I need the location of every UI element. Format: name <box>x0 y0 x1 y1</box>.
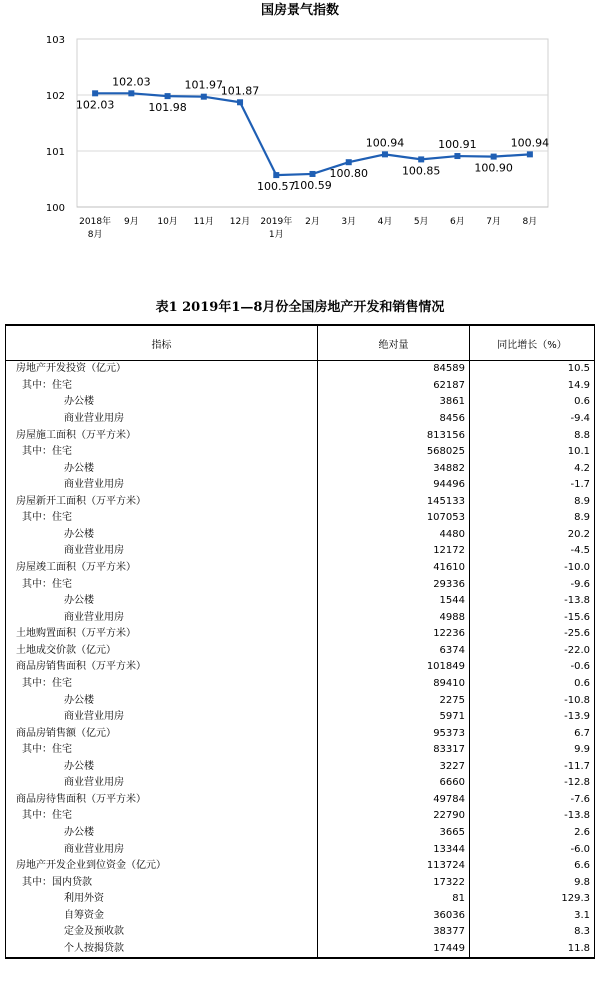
row-growth-value: 129.3 <box>470 891 595 908</box>
table-row <box>6 709 595 726</box>
table-row <box>6 676 595 693</box>
row-growth-value: 9.9 <box>470 742 595 759</box>
row-absolute-value: 36036 <box>318 908 470 925</box>
row-indicator: 商品房待售面积（万平方米） <box>6 792 318 809</box>
row-indicator: 房屋施工面积（万平方米） <box>6 427 318 444</box>
row-growth-value: 10.1 <box>470 444 595 461</box>
row-growth-value: -9.4 <box>470 411 595 428</box>
table-row <box>6 609 595 626</box>
data-point <box>92 90 98 96</box>
row-indicator: 定金及预收款 <box>6 924 318 941</box>
row-growth-value: -11.7 <box>470 759 595 776</box>
table-row <box>6 858 595 875</box>
y-tick-label: 102 <box>45 91 65 102</box>
table-row <box>6 576 595 593</box>
table-row <box>6 593 595 610</box>
row-absolute-value: 813156 <box>318 427 470 444</box>
row-growth-value: 3.1 <box>470 908 595 925</box>
row-absolute-value: 81 <box>318 891 470 908</box>
table-row <box>6 527 595 544</box>
row-growth-value: 0.6 <box>470 394 595 411</box>
x-tick-label: 12月 <box>229 217 251 227</box>
data-label: 102.03 <box>75 98 115 112</box>
table-row <box>6 908 595 925</box>
x-tick-label: 8月 <box>87 230 103 240</box>
header-indicator: 指标 <box>6 325 318 361</box>
row-indicator: 办公楼 <box>6 692 318 709</box>
x-tick-label: 9月 <box>123 217 139 227</box>
row-growth-value: -13.8 <box>470 808 595 825</box>
row-indicator: 商品房销售额（亿元） <box>6 725 318 742</box>
row-absolute-value: 113724 <box>318 858 470 875</box>
data-label: 102.03 <box>112 75 151 89</box>
data-label: 100.94 <box>365 136 405 150</box>
row-indicator: 其中：住宅 <box>6 676 318 693</box>
data-label: 100.85 <box>401 164 441 178</box>
x-tick-label: 2019年 <box>260 217 293 227</box>
table-row <box>6 808 595 825</box>
data-label: 101.98 <box>148 101 187 115</box>
row-absolute-value: 13344 <box>318 841 470 858</box>
data-point <box>527 151 533 157</box>
x-tick-label: 4月 <box>377 217 393 227</box>
row-absolute-value: 22790 <box>318 808 470 825</box>
table-row <box>6 742 595 759</box>
table-title: 表1 2019年1—8月份全国房地产开发和销售情况 <box>155 300 445 315</box>
row-growth-value: -4.5 <box>470 543 595 560</box>
table-row <box>6 874 595 891</box>
table-row <box>6 759 595 776</box>
table-row <box>6 725 595 742</box>
row-indicator: 办公楼 <box>6 593 318 610</box>
row-growth-value: -12.8 <box>470 775 595 792</box>
table-row <box>6 792 595 809</box>
row-growth-value: -10.0 <box>470 560 595 577</box>
row-indicator: 其中：住宅 <box>6 510 318 527</box>
chart-svg <box>0 0 600 255</box>
row-growth-value: 4.2 <box>470 460 595 477</box>
table-row <box>6 626 595 643</box>
row-absolute-value: 1544 <box>318 593 470 610</box>
row-growth-value: 9.8 <box>470 874 595 891</box>
data-point <box>491 154 497 160</box>
y-tick-label: 103 <box>45 35 65 46</box>
row-absolute-value: 41610 <box>318 560 470 577</box>
x-tick-label: 3月 <box>341 217 357 227</box>
row-growth-value: -6.0 <box>470 841 595 858</box>
x-tick-label: 1月 <box>268 230 284 240</box>
index-chart <box>0 0 600 255</box>
row-indicator: 其中：住宅 <box>6 378 318 395</box>
row-indicator: 房地产开发企业到位资金（亿元） <box>6 858 318 875</box>
x-tick-label: 2018年 <box>79 217 112 227</box>
row-absolute-value: 4480 <box>318 527 470 544</box>
x-tick-label: 7月 <box>486 217 502 227</box>
data-point <box>201 94 207 100</box>
row-absolute-value: 84589 <box>318 361 470 378</box>
row-absolute-value: 568025 <box>318 444 470 461</box>
row-growth-value: 8.9 <box>470 510 595 527</box>
row-absolute-value: 5971 <box>318 709 470 726</box>
table-row <box>6 924 595 941</box>
row-growth-value: -10.8 <box>470 692 595 709</box>
row-growth-value: 8.9 <box>470 494 595 511</box>
row-absolute-value: 145133 <box>318 494 470 511</box>
y-tick-label: 101 <box>45 147 65 158</box>
data-point <box>165 93 171 99</box>
row-absolute-value: 89410 <box>318 676 470 693</box>
table-row <box>6 659 595 676</box>
row-absolute-value: 2275 <box>318 692 470 709</box>
row-growth-value: 14.9 <box>470 378 595 395</box>
row-growth-value: 8.8 <box>470 427 595 444</box>
table-body <box>6 361 595 959</box>
row-absolute-value: 3665 <box>318 825 470 842</box>
row-indicator: 商品房销售面积（万平方米） <box>6 659 318 676</box>
row-absolute-value: 3861 <box>318 394 470 411</box>
table-row <box>6 941 595 959</box>
row-growth-value: 20.2 <box>470 527 595 544</box>
row-indicator: 商业营业用房 <box>6 543 318 560</box>
table-row <box>6 444 595 461</box>
table-row <box>6 378 595 395</box>
row-indicator: 利用外资 <box>6 891 318 908</box>
row-absolute-value: 6660 <box>318 775 470 792</box>
x-tick-label: 8月 <box>522 217 538 227</box>
data-label: 100.59 <box>293 178 332 192</box>
row-absolute-value: 34882 <box>318 460 470 477</box>
table-row <box>6 560 595 577</box>
row-indicator: 办公楼 <box>6 825 318 842</box>
table-row <box>6 394 595 411</box>
data-point <box>346 159 352 165</box>
row-growth-value: 10.5 <box>470 361 595 378</box>
row-indicator: 办公楼 <box>6 394 318 411</box>
row-growth-value: -9.6 <box>470 576 595 593</box>
data-label: 101.97 <box>184 78 224 92</box>
row-indicator: 土地成交价款（亿元） <box>6 643 318 660</box>
row-absolute-value: 94496 <box>318 477 470 494</box>
data-point <box>273 172 279 178</box>
row-absolute-value: 12172 <box>318 543 470 560</box>
row-indicator: 办公楼 <box>6 759 318 776</box>
data-label: 100.80 <box>329 167 368 181</box>
data-point <box>382 151 388 157</box>
table-header-row <box>6 325 595 361</box>
x-tick-label: 6月 <box>450 217 465 227</box>
row-growth-value: 8.3 <box>470 924 595 941</box>
data-point <box>237 99 243 105</box>
table-row <box>6 477 595 494</box>
row-growth-value: -7.6 <box>470 792 595 809</box>
x-tick-label: 5月 <box>413 217 429 227</box>
row-indicator: 商业营业用房 <box>6 609 318 626</box>
row-indicator: 其中：国内贷款 <box>6 874 318 891</box>
data-table <box>5 324 595 959</box>
data-label: 100.90 <box>474 161 513 175</box>
row-indicator: 商业营业用房 <box>6 477 318 494</box>
row-growth-value: -1.7 <box>470 477 595 494</box>
row-growth-value: 2.6 <box>470 825 595 842</box>
data-label: 100.91 <box>438 138 477 152</box>
row-indicator: 自筹资金 <box>6 908 318 925</box>
row-absolute-value: 29336 <box>318 576 470 593</box>
row-absolute-value: 49784 <box>318 792 470 809</box>
row-indicator: 办公楼 <box>6 527 318 544</box>
row-indicator: 商业营业用房 <box>6 411 318 428</box>
row-absolute-value: 6374 <box>318 643 470 660</box>
row-absolute-value: 4988 <box>318 609 470 626</box>
row-absolute-value: 107053 <box>318 510 470 527</box>
row-absolute-value: 101849 <box>318 659 470 676</box>
row-absolute-value: 83317 <box>318 742 470 759</box>
x-tick-label: 2月 <box>305 217 320 227</box>
table-row <box>6 775 595 792</box>
row-absolute-value: 17322 <box>318 874 470 891</box>
data-label: 101.87 <box>220 84 260 98</box>
row-indicator: 其中：住宅 <box>6 576 318 593</box>
table-row <box>6 692 595 709</box>
table-row <box>6 543 595 560</box>
row-growth-value: 6.6 <box>470 858 595 875</box>
header-growth: 同比增长（%） <box>470 325 595 361</box>
table-row <box>6 361 595 378</box>
row-indicator: 其中：住宅 <box>6 444 318 461</box>
row-indicator: 土地购置面积（万平方米） <box>6 626 318 643</box>
row-indicator: 房屋竣工面积（万平方米） <box>6 560 318 577</box>
row-indicator: 商业营业用房 <box>6 775 318 792</box>
row-absolute-value: 38377 <box>318 924 470 941</box>
row-absolute-value: 3227 <box>318 759 470 776</box>
data-point <box>454 153 460 159</box>
data-label: 100.94 <box>510 136 550 150</box>
row-indicator: 其中：住宅 <box>6 808 318 825</box>
row-absolute-value: 8456 <box>318 411 470 428</box>
row-indicator: 商业营业用房 <box>6 709 318 726</box>
table-row <box>6 494 595 511</box>
table-row <box>6 411 595 428</box>
table-row <box>6 643 595 660</box>
data-point <box>128 90 134 96</box>
table-row <box>6 460 595 477</box>
y-tick-label: 100 <box>45 203 65 214</box>
row-indicator: 房地产开发投资（亿元） <box>6 361 318 378</box>
data-point <box>310 171 316 177</box>
row-indicator: 房屋新开工面积（万平方米） <box>6 494 318 511</box>
data-label: 100.57 <box>257 180 296 194</box>
table-row <box>6 825 595 842</box>
chart-title: 国房景气指数 <box>260 3 340 18</box>
row-absolute-value: 12236 <box>318 626 470 643</box>
row-growth-value: 11.8 <box>470 941 595 959</box>
table-row <box>6 891 595 908</box>
row-indicator: 办公楼 <box>6 460 318 477</box>
row-growth-value: -25.6 <box>470 626 595 643</box>
row-absolute-value: 62187 <box>318 378 470 395</box>
row-absolute-value: 95373 <box>318 725 470 742</box>
row-absolute-value: 17449 <box>318 941 470 959</box>
row-indicator: 商业营业用房 <box>6 841 318 858</box>
row-indicator: 其中：住宅 <box>6 742 318 759</box>
table-row <box>6 427 595 444</box>
x-tick-label: 11月 <box>193 217 215 227</box>
table-row <box>6 841 595 858</box>
row-indicator: 个人按揭贷款 <box>6 941 318 959</box>
data-point <box>418 156 424 162</box>
x-tick-label: 10月 <box>157 217 178 227</box>
table-row <box>6 510 595 527</box>
row-growth-value: 0.6 <box>470 676 595 693</box>
row-growth-value: -22.0 <box>470 643 595 660</box>
row-growth-value: -15.6 <box>470 609 595 626</box>
row-growth-value: 6.7 <box>470 725 595 742</box>
row-growth-value: -13.9 <box>470 709 595 726</box>
header-absolute: 绝对量 <box>318 325 470 361</box>
row-growth-value: -13.8 <box>470 593 595 610</box>
row-growth-value: -0.6 <box>470 659 595 676</box>
